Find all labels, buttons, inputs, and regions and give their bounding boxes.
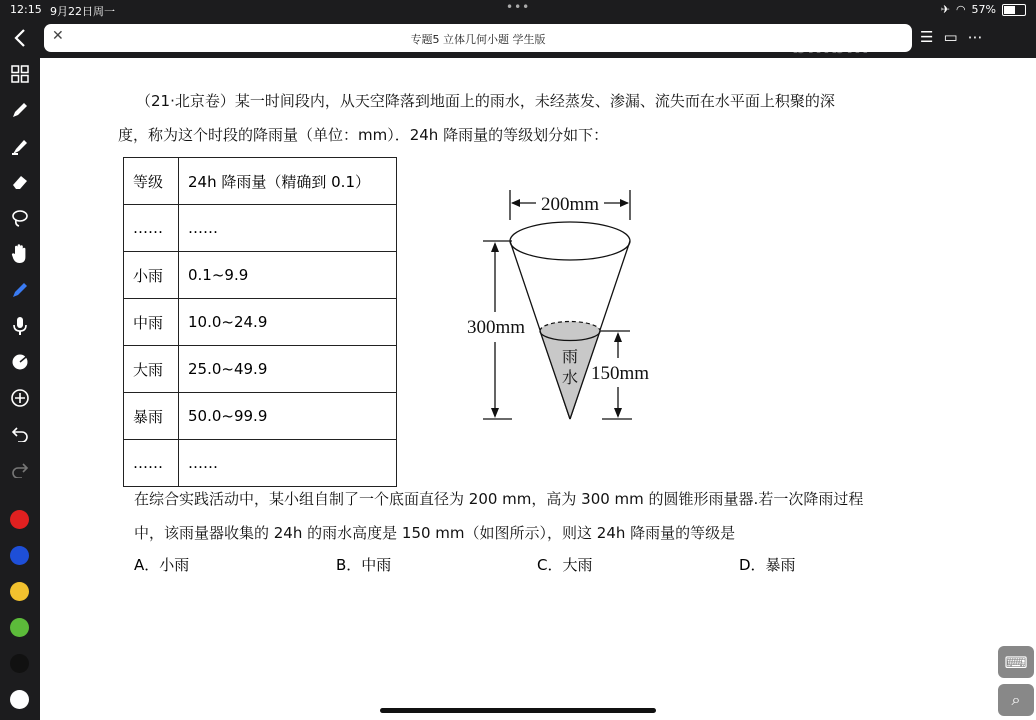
battery-percent: 57% <box>971 3 996 16</box>
water-label-2: 水 <box>561 368 579 387</box>
table-cell: …… <box>124 205 179 252</box>
top-right-controls <box>920 28 983 46</box>
option-c[interactable]: C．大雨 <box>537 556 593 574</box>
status-right <box>941 3 1026 16</box>
document-title: 专题5 立体几何小题 学生版 <box>410 33 546 46</box>
airplane-icon: ✈ <box>940 3 950 16</box>
width-arrowhead-right <box>620 199 629 207</box>
table-row <box>124 346 397 393</box>
body-line-2: 中，该雨量器收集的 24h 的雨水高度是 150 mm（如图所示），则这 24h 降雨量的等级是 <box>134 524 736 542</box>
water-arrowhead-top <box>614 332 622 342</box>
problem-body <box>134 482 964 550</box>
problem-intro <box>118 84 956 152</box>
status-bar <box>0 0 1036 20</box>
pencil-icon[interactable] <box>6 276 34 304</box>
height-arrowhead-top <box>491 242 499 252</box>
table-row <box>124 299 397 346</box>
water-label-1: 雨 <box>561 347 579 366</box>
table-header-cell: 24h 降雨量（精确到 0.1） <box>179 158 397 205</box>
battery-icon <box>1002 4 1026 16</box>
height-arrowhead-bottom <box>491 408 499 418</box>
intro-line-1: （21·北京卷）某一时间段内，从天空降落到地面上的雨水，未经蒸发、渗漏、流失而在水平面上积聚的深 <box>136 92 835 110</box>
rain-gauge-cone-diagram <box>460 182 700 432</box>
color-swatch-red[interactable] <box>10 510 29 529</box>
rainfall-grade-table <box>123 157 397 487</box>
table-header-row <box>124 158 397 205</box>
microphone-icon[interactable] <box>6 312 34 340</box>
thumbnails-icon[interactable] <box>6 60 34 88</box>
more-icon[interactable]: ⋯ <box>967 28 983 46</box>
color-swatch-green[interactable] <box>10 618 29 637</box>
table-row <box>124 440 397 487</box>
table-cell: 中雨 <box>124 299 179 346</box>
highlighter-icon[interactable] <box>6 132 34 160</box>
answer-options <box>134 554 934 578</box>
zoom-icon[interactable]: ⌕ <box>998 684 1034 716</box>
option-d[interactable]: D．暴雨 <box>739 556 796 574</box>
table-cell: 小雨 <box>124 252 179 299</box>
table-cell: …… <box>124 440 179 487</box>
add-icon[interactable] <box>6 384 34 412</box>
water-arrowhead-bottom <box>614 408 622 418</box>
height-label: 300mm <box>466 317 526 338</box>
status-time: 12:15 <box>10 3 42 16</box>
home-indicator[interactable] <box>380 708 656 713</box>
table-cell: 大雨 <box>124 346 179 393</box>
table-row <box>124 393 397 440</box>
body-line-1: 在综合实践活动中，某小组自制了一个底面直径为 200 mm，高为 300 mm 的圆锥形雨量器.若一次降雨过程 <box>134 490 864 508</box>
multitasking-dots-icon[interactable]: ••• <box>506 0 531 14</box>
option-a[interactable]: A．小雨 <box>134 556 190 574</box>
color-swatch-white[interactable] <box>10 690 29 709</box>
water-height-label: 150mm <box>591 363 650 384</box>
hand-icon[interactable] <box>6 240 34 268</box>
back-icon[interactable] <box>6 24 34 52</box>
keyboard-icon[interactable]: ⌨ <box>998 646 1034 678</box>
table-header-cell: 等级 <box>124 158 179 205</box>
bilibili-watermark: bilibili <box>792 34 870 58</box>
bookmarks-icon[interactable]: ☰ <box>920 28 934 46</box>
pen-icon[interactable] <box>6 96 34 124</box>
lasso-icon[interactable] <box>6 204 34 232</box>
table-cell: …… <box>179 440 397 487</box>
eraser-icon[interactable] <box>6 168 34 196</box>
redo-icon[interactable] <box>6 456 34 484</box>
table-cell: 50.0~99.9 <box>179 393 397 440</box>
windows-icon[interactable]: ▭ <box>943 28 958 46</box>
cone-top-rim <box>510 222 630 260</box>
intro-line-2: 度，称为这个时段的降雨量（单位：mm）．24h 降雨量的等级划分如下： <box>118 126 609 144</box>
option-b[interactable]: B．中雨 <box>336 556 392 574</box>
stamp-icon[interactable] <box>6 348 34 376</box>
width-label: 200mm <box>540 194 600 215</box>
document-tab[interactable] <box>44 24 912 52</box>
table-cell: 0.1~9.9 <box>179 252 397 299</box>
width-arrowhead-left <box>511 199 520 207</box>
table-cell: 25.0~49.9 <box>179 346 397 393</box>
wifi-icon: ◠ <box>955 3 966 16</box>
color-swatch-blue[interactable] <box>10 546 29 565</box>
table-cell: …… <box>179 205 397 252</box>
table-row <box>124 205 397 252</box>
close-tab-icon[interactable]: ✕ <box>52 28 64 44</box>
document-page <box>40 58 1036 720</box>
status-date: 9月22日周一 <box>50 5 115 18</box>
table-cell: 暴雨 <box>124 393 179 440</box>
annotation-toolbar <box>0 20 40 720</box>
undo-icon[interactable] <box>6 420 34 448</box>
battery-level <box>1004 6 1015 14</box>
color-swatch-black[interactable] <box>10 654 29 673</box>
table-row <box>124 252 397 299</box>
table-cell: 10.0~24.9 <box>179 299 397 346</box>
color-swatch-yellow[interactable] <box>10 582 29 601</box>
